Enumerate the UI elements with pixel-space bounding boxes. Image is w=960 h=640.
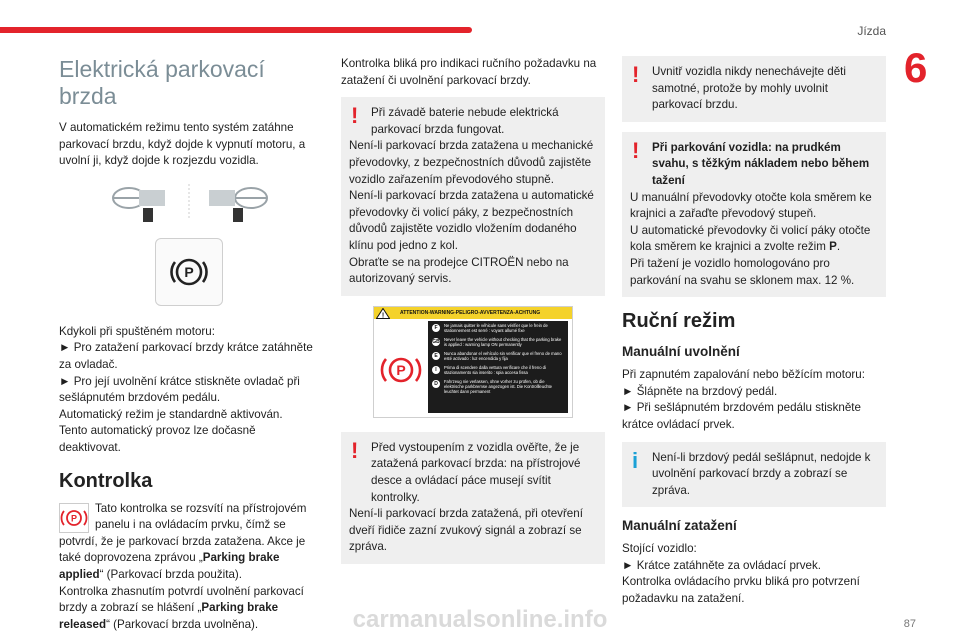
- bullet: ► Krátce zatáhněte za ovládací prvek.: [622, 558, 822, 572]
- manual-release-heading: Manuální uvolnění: [622, 344, 740, 360]
- column-1: [59, 56, 319, 633]
- paragraph: Tento automatický provoz lze dočasně deaktivovat.: [59, 424, 256, 454]
- page-number: 87: [903, 618, 916, 630]
- svg-text:P: P: [70, 513, 78, 524]
- top-accent-bar: [0, 27, 472, 33]
- warning-exclamation-icon: !: [351, 437, 359, 463]
- blink-text: Kontrolka bliká pro indikaci ručního požadavku na zatažení či uvolnění parkovací brzdy.: [341, 57, 597, 87]
- bullet: ► Pro její uvolnění krátce stiskněte ovladač při sešlápnutém brzdovém pedálu.: [59, 374, 300, 405]
- manual-mode-heading: Ruční režim: [622, 310, 736, 333]
- section-title: Elektrická parkovací brzda: [59, 56, 265, 109]
- parking-brake-p-icon: [168, 251, 210, 293]
- label-row: E Nunca abandonar el vehículo sin verificar que el freno de mano esté activado : luz encendida y fija: [428, 349, 568, 363]
- chapter-number: 6: [904, 44, 928, 91]
- label-row: GB Never leave the vehicle without checking that the parking brake is applied : warning lamp ON permanently: [432, 336, 562, 347]
- warning-box-battery: ! Při závadě baterie nebude elektrická parkovací brzda fungovat. Není-li parkovací brzda zatažena u mechanické převodovky, z bezpečnostních důvodů zajistěte vozidlo zařazením převodového stupně. Není-li parkovací brzda zatažena u automatické převodovky či volicí páky, z bezpečnostních důvodů zajistěte vozidlo vložením dodaného klínu pod jedno z kol. Obraťte se na prodejce CITROËN nebo na autorizovaný servis.: [341, 97, 605, 296]
- svg-text:P: P: [184, 263, 194, 280]
- label-row: D Fahrzeug nie verlassen, ohne vorher zu prüfen, ob die elektrische parkbremse angezogen ist. Die Kontrollleuchte leuchtet dann permanent: [428, 377, 568, 396]
- column-3: ! Uvnitř vozidla nikdy nenechávejte děti samotné, protože by mohly uvolnit parkovací brzdu. ! Při parkování vozidla: na prudkém svahu, s těžkým nákladem nebo během tažení U manuální převodovky otočte kola směrem ke krajnici a zařaďte převodový stupeň. U automatické převodovky či volicí páky otočte kola směrem ke krajnici a zvolte režim P. Při tažení je vozidlo homologováno pro parkování na svahu se sklonem max. 12 %. Ruční režim Manuální uvolnění Při zapnutém zapalování nebo běžícím motoru: ► Šlápněte na brzdový pedál. ► Při sešlápnutém brzdovém pedálu stiskněte krátce ovládací prvek. i Není-li brzdový pedál sešlápnut, nedojde k uvolnění parkovací brzdy a zobrazí se zpráva. Manuální zatažení Stojící vozidlo: ► Krátce zatáhněte za ovládací prvek. Kontrolka ovládacího prvku bliká pro potvrzení požadavku na zatažení.: [622, 56, 886, 608]
- svg-text:P: P: [396, 361, 406, 378]
- warning-exclamation-icon: !: [632, 62, 640, 87]
- kontrolka-heading: Kontrolka: [59, 469, 153, 492]
- svg-text:!: !: [381, 312, 385, 319]
- warning-lamp-p-icon: [59, 503, 89, 533]
- warning-box-slope: ! Při parkování vozidla: na prudkém svahu, s těžkým nákladem nebo během tažení U manuální převodovky otočte kola směrem ke krajnici a zařaďte převodový stupeň. U automatické převodovky či volicí páky otočte kola směrem ke krajnici a zvolte režim P. Při tažení je vozidlo homologováno pro parkování na svahu se sklonem max. 12 %.: [622, 132, 886, 297]
- steering-wheel-figure: [59, 176, 319, 232]
- label-row: I Prima di scendere dalla vettura verificare che il freno di stazionamento sia inserito : spia accesa fissa: [428, 363, 568, 377]
- label-row: F Ne jamais quitter le véhicule sans vérifier que le frein de stationnement est serré : voyant allumé fixe: [428, 321, 568, 335]
- bullet: ► Pro zatažení parkovací brzdy krátce zatáhněte za ovladač.: [59, 341, 313, 371]
- bullet: ► Šlápněte na brzdový pedál.: [622, 384, 778, 398]
- label-text-block: [428, 321, 568, 413]
- intro-text: V automatickém režimu tento systém zatáhne parkovací brzdu, když dojde k vypnutí motoru, a uvolní ji, když dojde k rozjezdu vozidla.: [59, 121, 306, 168]
- warning-exclamation-icon: !: [632, 137, 640, 163]
- warning-exclamation-icon: !: [351, 103, 359, 129]
- warning-label-figure: [341, 306, 605, 418]
- manual-apply-heading: Manuální zatažení: [622, 518, 737, 534]
- parking-brake-button-figure: [155, 238, 223, 306]
- paragraph: Kdykoli při spuštěném motoru:: [59, 324, 215, 338]
- warning-box-exit: ! Před vystoupením z vozidla ověřte, že je zatažená parkovací brzda: na přístrojové desce a ovládací páce musejí svítit kontrolky. Není-li parkovací brzda zatažená, při otevření dveří řidiče zazní zvukový signál a zobrazí se zpráva.: [341, 432, 605, 564]
- running-header: Jízda: [857, 24, 886, 38]
- kontrolka-text: P Tato kontrolka se rozsvítí na přístrojovém panelu i na ovládacím prvku, čímž se potvrdí, že je parkovací brzda zatažena. Akce je také doprovozena zprávou „Parking brake applied“ (Parkovací brzda použita). Kontrolka zhasnutím potvrdí uvolnění parkovací brzdy a zobrazí se hlášení „Parking brake released“ (Parkovací brzda uvolněna).: [59, 501, 307, 631]
- parking-brake-red-icon: [380, 349, 422, 391]
- watermark: carmanualsonline.info: [352, 606, 608, 633]
- paragraph: Automatický režim je standardně aktivován.: [59, 407, 283, 421]
- info-i-icon: i: [632, 447, 639, 473]
- warning-box-children: ! Uvnitř vozidla nikdy nenechávejte děti samotné, protože by mohly uvolnit parkovací brzdu.: [622, 56, 886, 122]
- info-box: i Není-li brzdový pedál sešlápnut, nedojde k uvolnění parkovací brzdy a zobrazí se zpráva.: [622, 442, 886, 508]
- warning-triangle-icon: [376, 308, 390, 319]
- column-2: [341, 56, 605, 574]
- warning-label-card: ATTENTION-WARNING-PELIGRO-AVVERTENZA-ACHTUNG ! P F Ne jamais quitter le véhicule sans vérifier que le frein de stationnement est serré : voyant allumé fixe GB Never leave the vehicle without checking that the parking brake is applied : warning lamp ON permanently E Nunca abandonar el vehículo sin verificar que el freno de mano esté activado : luz encendida y fija I Prima di scendere dalla vettura verificare che il freno di stazionamento sia inserito : spia accesa fissa D Fahrzeug nie verlassen, ohne vorher zu prüfen, ob die elektrische parkbremse angezogen ist. Die Kontrollleuchte leuchtet dann permanent: [373, 306, 573, 418]
- steering-wheel-icon: [59, 176, 319, 232]
- bullet: ► Při sešlápnutém brzdovém pedálu stiskněte krátce ovládací prvek.: [622, 401, 861, 431]
